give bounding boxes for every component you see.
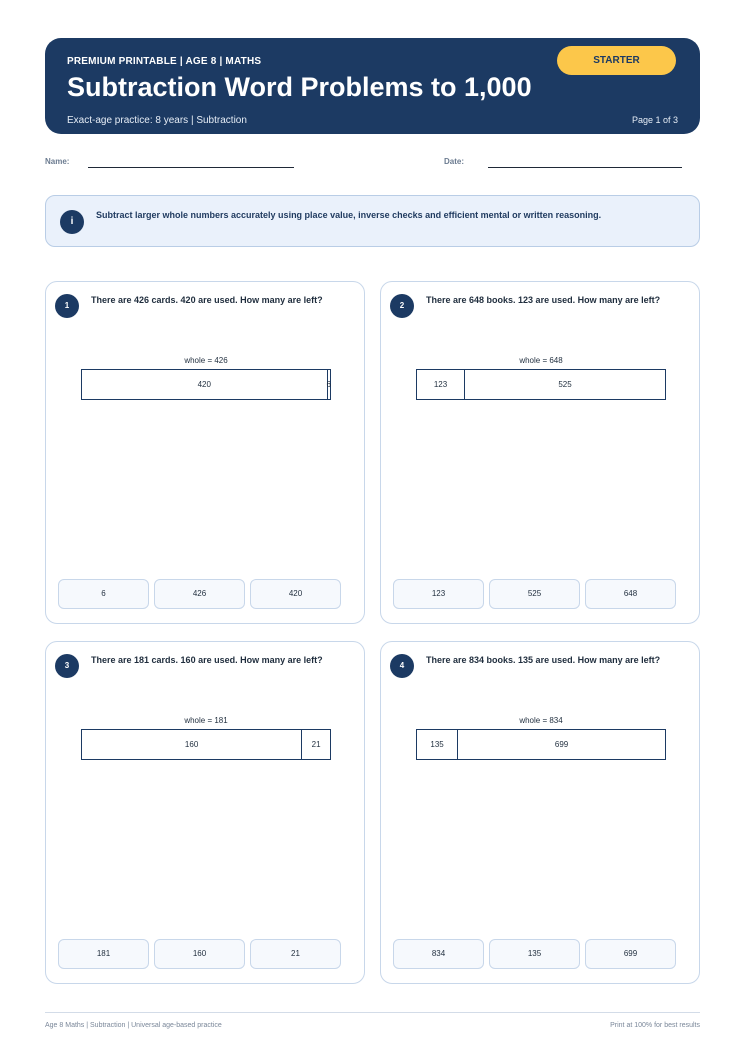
instruction-panel bbox=[45, 195, 700, 247]
bar-model-whole-label: whole = 834 bbox=[519, 716, 563, 725]
problem-question: There are 648 books. 123 are used. How many are left? bbox=[426, 295, 661, 305]
bar-model bbox=[416, 369, 666, 400]
level-badge: STARTER bbox=[557, 46, 676, 75]
date-line[interactable] bbox=[488, 167, 682, 168]
bar-model bbox=[81, 729, 331, 760]
worksheet-header bbox=[45, 38, 700, 134]
problem-number-badge: 2 bbox=[390, 294, 414, 318]
problem-card-2 bbox=[380, 281, 700, 624]
answer-choices bbox=[58, 939, 341, 969]
bar-model bbox=[416, 729, 666, 760]
bar-model-segment: 420 bbox=[197, 380, 211, 389]
answer-choices bbox=[58, 579, 341, 609]
answer-choice[interactable]: 135 bbox=[489, 939, 580, 969]
bar-model bbox=[81, 369, 331, 400]
answer-choice[interactable]: 6 bbox=[58, 579, 149, 609]
answer-choice[interactable]: 181 bbox=[58, 939, 149, 969]
problem-card-4 bbox=[380, 641, 700, 984]
problem-card-1 bbox=[45, 281, 365, 624]
problem-number-badge: 4 bbox=[390, 654, 414, 678]
bar-model-whole-label: whole = 426 bbox=[184, 356, 228, 365]
problem-card-3 bbox=[45, 641, 365, 984]
page-title: Subtraction Word Problems to 1,000 bbox=[67, 72, 532, 102]
answer-choice[interactable]: 123 bbox=[393, 579, 484, 609]
bar-model-segment: 21 bbox=[301, 730, 330, 759]
answer-choices bbox=[393, 579, 676, 609]
answer-choice[interactable]: 160 bbox=[154, 939, 245, 969]
footer-divider bbox=[45, 1012, 700, 1013]
bar-model-whole-label: whole = 181 bbox=[184, 716, 228, 725]
name-label: Name: bbox=[45, 157, 70, 166]
header-kicker: PREMIUM PRINTABLE | AGE 8 | MATHS bbox=[67, 56, 262, 67]
answer-choice[interactable]: 648 bbox=[585, 579, 676, 609]
problem-question: There are 426 cards. 420 are used. How many are left? bbox=[91, 295, 323, 305]
answer-choices bbox=[393, 939, 676, 969]
page-number: Page 1 of 3 bbox=[631, 115, 678, 125]
header-subtitle: Exact-age practice: 8 years | Subtraction bbox=[67, 115, 247, 126]
instruction-text: Subtract larger whole numbers accurately using place value, inverse checks and efficient mental or written reasoning. bbox=[96, 210, 602, 220]
name-line[interactable] bbox=[88, 167, 294, 168]
answer-choice[interactable]: 699 bbox=[585, 939, 676, 969]
bar-model-segment: 699 bbox=[457, 730, 665, 759]
answer-choice[interactable]: 426 bbox=[154, 579, 245, 609]
answer-choice[interactable]: 525 bbox=[489, 579, 580, 609]
problem-question: There are 834 books. 135 are used. How many are left? bbox=[426, 655, 661, 665]
footer-right: Print at 100% for best results bbox=[610, 1022, 700, 1029]
problem-number-badge: 1 bbox=[55, 294, 79, 318]
problem-number-badge: 3 bbox=[55, 654, 79, 678]
answer-choice[interactable]: 834 bbox=[393, 939, 484, 969]
bar-model-segment: 525 bbox=[464, 370, 665, 399]
answer-choice[interactable]: 21 bbox=[250, 939, 341, 969]
bar-model-segment: 160 bbox=[184, 740, 199, 749]
info-icon: i bbox=[60, 210, 84, 234]
bar-model-segment: 123 bbox=[433, 380, 448, 389]
footer-left: Age 8 Maths | Subtraction | Universal age-based practice bbox=[45, 1022, 222, 1029]
bar-model-segment: 6 bbox=[327, 370, 330, 399]
problem-question: There are 181 cards. 160 are used. How many are left? bbox=[91, 655, 323, 665]
bar-model-segment: 135 bbox=[430, 740, 444, 749]
date-label: Date: bbox=[444, 157, 465, 166]
bar-model-whole-label: whole = 648 bbox=[519, 356, 563, 365]
answer-choice[interactable]: 420 bbox=[250, 579, 341, 609]
